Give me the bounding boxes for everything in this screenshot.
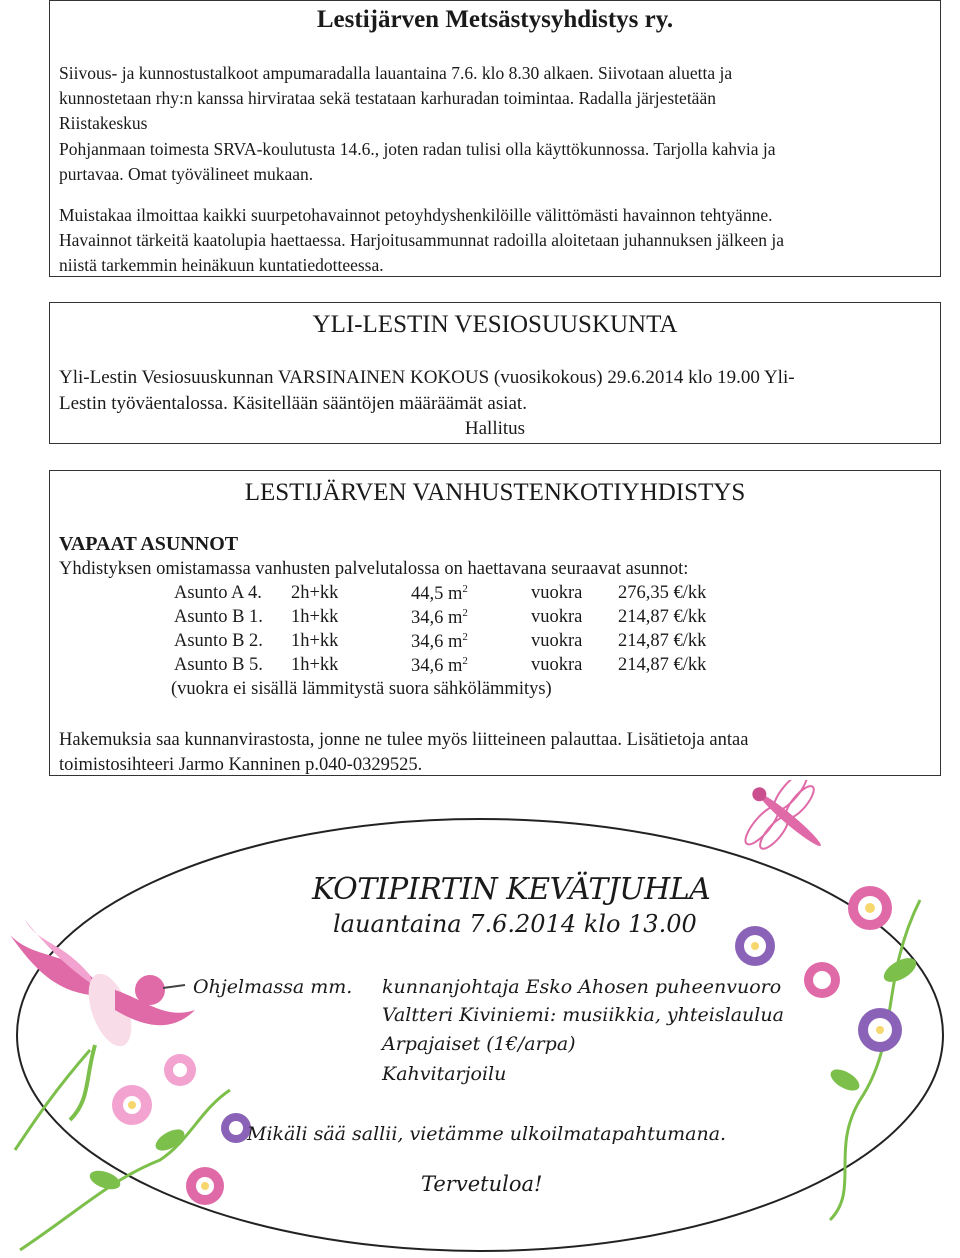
hunting-line: Riistakeskus <box>59 113 148 134</box>
flower-icon <box>848 886 892 930</box>
water-meeting-paragraph <box>59 365 929 416</box>
water-line: Yli-Lestin Vesiosuuskunnan VARSINAINEN KOKOUS (vuosikokous) 29.6.2014 klo 19.00 Yli- <box>59 367 795 388</box>
program-item: Kahvitarjoilu <box>382 1063 507 1085</box>
heating-note: (vuokra ei sisällä lämmitystä suora sähkölämmitys) <box>171 679 552 699</box>
festival-date: lauantaina 7.6.2014 klo 13.00 <box>333 910 697 938</box>
apartment-area: 44,5 $m^2$ <box>411 583 468 605</box>
apartment-row <box>50 631 942 655</box>
apartment-name: Asunto A 4. <box>174 583 262 603</box>
apartment-rent-label: vuokra <box>531 607 583 627</box>
festival-title: KOTIPIRTIN KEVÄTJUHLA <box>312 872 711 907</box>
apartment-price: 214,87 €/kk <box>618 655 707 675</box>
water-title: YLI-LESTIN VESIOSUUSKUNTA <box>312 311 678 338</box>
apartment-price: 276,35 €/kk <box>618 583 707 603</box>
apartment-rooms: 1h+kk <box>291 631 339 651</box>
leaf-icon <box>827 1065 863 1095</box>
vacant-apartments-heading: VAPAAT ASUNNOT <box>59 533 239 555</box>
spring-festival-invitation <box>0 780 960 1258</box>
apartment-rent-label: vuokra <box>531 631 583 651</box>
flower-icon <box>186 1167 224 1205</box>
vine-right <box>830 900 920 1220</box>
hummingbird-icon <box>10 920 195 1150</box>
apartment-rooms: 2h+kk <box>291 583 339 603</box>
program-item: kunnanjohtaja Esko Ahosen puheenvuoro <box>382 976 782 998</box>
apartment-rent-label: vuokra <box>531 655 583 675</box>
hunting-observations-paragraph <box>59 203 929 279</box>
apartment-row <box>50 655 942 679</box>
apartment-area: 34,6 $m^2$ <box>411 655 468 677</box>
water-line: Lestin työväentalossa. Käsitellään sääntöjen määräämät asiat. <box>59 392 527 414</box>
apartment-name: Asunto B 1. <box>174 607 263 627</box>
apartment-area: 34,6 $m^2$ <box>411 607 468 629</box>
hunting-line: purtavaa. Omat työvälineet mukaan. <box>59 163 314 184</box>
application-contact <box>59 728 929 778</box>
hunting-title: Lestijärven Metsästysyhdistys ry. <box>316 6 674 33</box>
apartment-rooms: 1h+kk <box>291 655 339 675</box>
weather-note: Mikäli sää sallii, vietämme ulkoilmatapahtumana. <box>247 1123 727 1145</box>
elderly-title: LESTIJÄRVEN VANHUSTENKOTIYHDISTYS <box>244 479 746 506</box>
water-signature: Hallitus <box>464 418 526 439</box>
elderly-home-notice <box>49 470 941 776</box>
apartment-name: Asunto B 5. <box>174 655 263 675</box>
flower-icon <box>735 926 775 966</box>
apartment-row <box>50 583 942 607</box>
contact-line: Hakemuksia saa kunnanvirastosta, jonne ne tulee myös liitteineen palauttaa. Lisätietoja antaa <box>59 730 749 750</box>
apartment-rent-label: vuokra <box>531 583 583 603</box>
apartments-intro: Yhdistyksen omistamassa vanhusten palvelutalossa on haettavana seuraavat asunnot: <box>59 559 689 579</box>
flower-icon <box>164 1054 196 1086</box>
dragonfly-icon <box>724 780 850 881</box>
hunting-line: Havainnot tärkeitä kaatolupia haettaessa. Harjoitusammunnat radoilla aloitetaan juhannuksen jälkeen ja <box>59 230 785 251</box>
water-cooperative-notice <box>49 302 941 444</box>
hunting-line: kunnostetaan rhy:n kanssa hirvirataa sekä testataan karhuradan toimintaa. Radalla järjestetään <box>59 88 716 109</box>
apartment-price: 214,87 €/kk <box>618 607 707 627</box>
hunting-line: Muistakaa ilmoittaa kaikki suurpetohavainnot petoyhdyshenkilöille välittömästi havainnon tehtyänne. <box>59 205 773 225</box>
flower-icon <box>858 1008 902 1052</box>
flower-icon <box>112 1085 152 1125</box>
hunting-line: Siivous- ja kunnostustalkoot ampumaradalla lauantaina 7.6. klo 8.30 alkaen. Siivotaan aluetta ja <box>59 63 733 83</box>
apartment-row <box>50 607 942 631</box>
program-item: Valtteri Kiviniemi: musiikkia, yhteislaulua <box>382 1004 784 1026</box>
flower-icon <box>804 962 840 998</box>
hunting-association-notice <box>49 0 941 277</box>
apartment-name: Asunto B 2. <box>174 631 263 651</box>
program-item: Arpajaiset (1€/arpa) <box>382 1033 576 1055</box>
hunting-line: niistä tarkemmin heinäkuun kuntatiedotteessa. <box>59 255 384 276</box>
welcome-text: Tervetuloa! <box>421 1172 543 1196</box>
apartment-area: 34,6 $m^2$ <box>411 631 468 653</box>
program-lead: Ohjelmassa mm. <box>193 976 353 998</box>
apartment-rooms: 1h+kk <box>291 607 339 627</box>
hunting-line: Pohjanmaan toimesta SRVA-koulutusta 14.6., joten radan tulisi olla käyttökunnossa. Tarjolla kahvia ja <box>59 138 776 159</box>
contact-line: toimistosihteeri Jarmo Kanninen p.040-0329525. <box>59 755 423 775</box>
hunting-cleanup-paragraph <box>59 61 929 187</box>
apartment-price: 214,87 €/kk <box>618 631 707 651</box>
